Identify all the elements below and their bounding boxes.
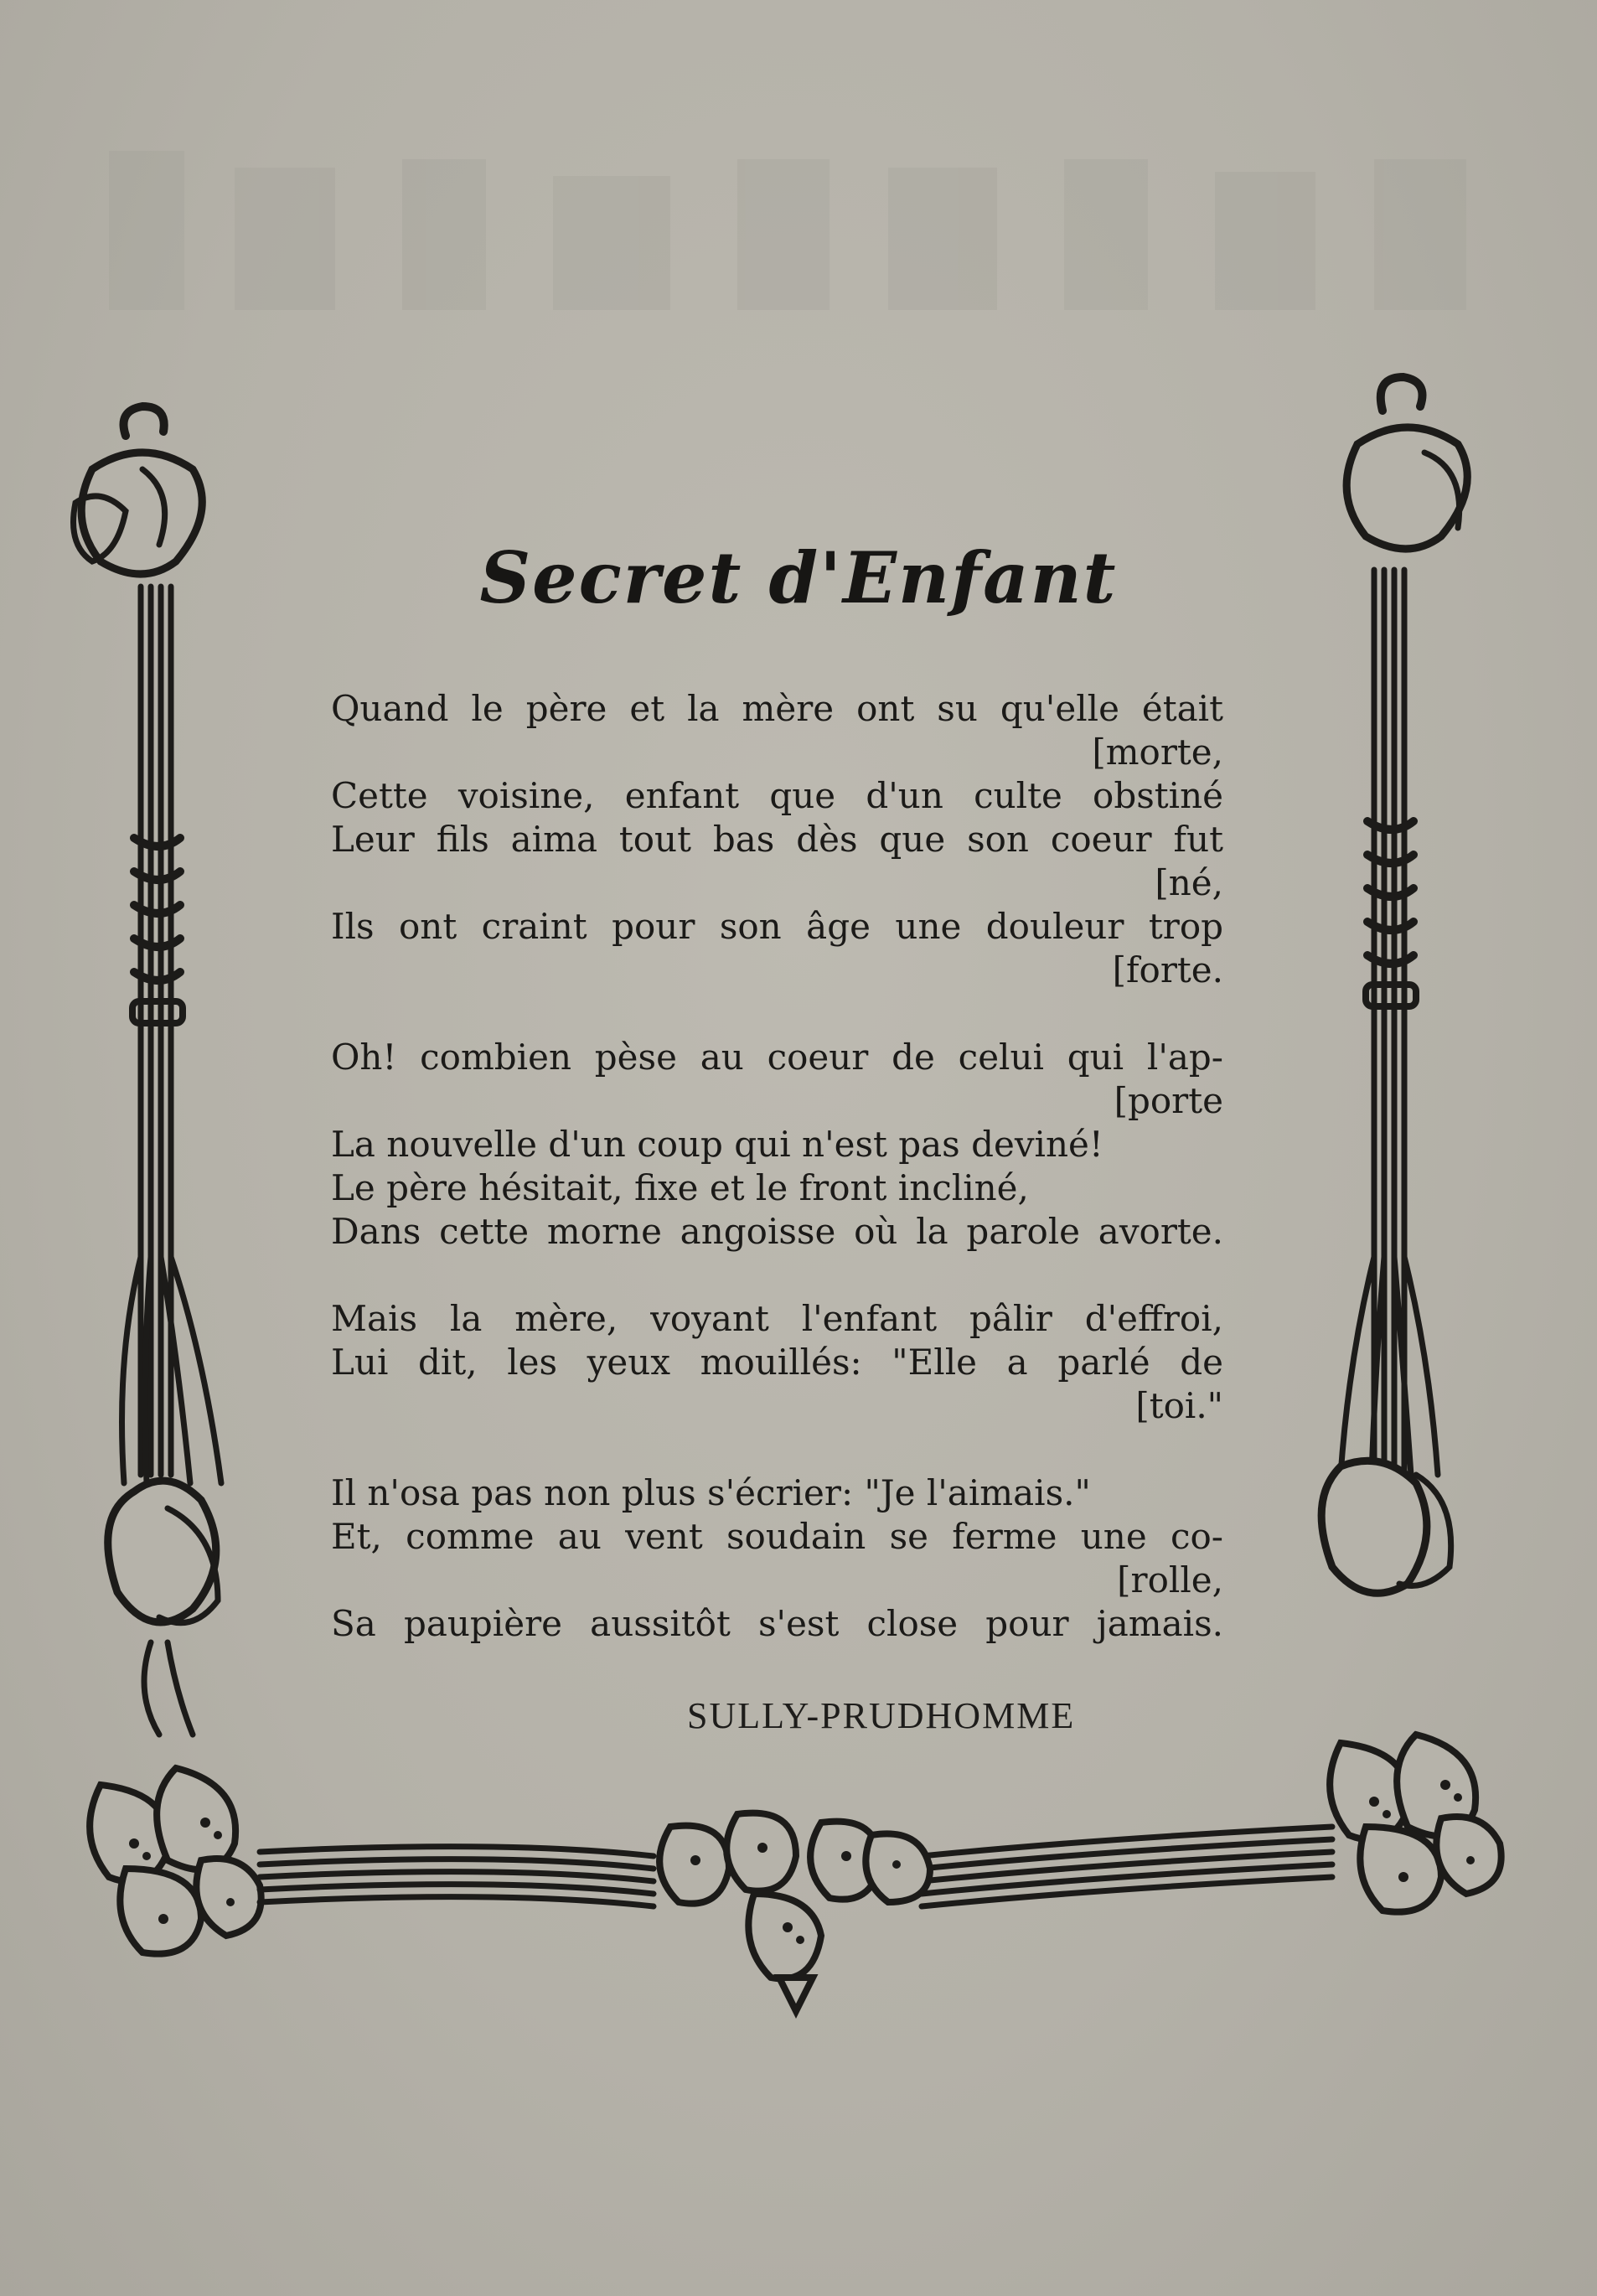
verse-continuation: [rolle, xyxy=(1117,1559,1223,1600)
verse-line: Oh! combien pèse au coeur de celui qui l'ap- xyxy=(331,1037,1223,1078)
verse-line: Leur fils aima tout bas dès que son coeur fut xyxy=(331,819,1223,860)
verse-line: Cette voisine, enfant que d'un culte obstiné xyxy=(331,775,1223,816)
stanza-3 xyxy=(331,1297,1223,1428)
bottom-band-ornament xyxy=(260,1813,1332,2011)
verse-line: Mais la mère, voyant l'enfant pâlir d'effroi, xyxy=(331,1298,1223,1339)
verse-continuation: [porte xyxy=(1114,1080,1223,1121)
verse-line: Sa paupière aussitôt s'est close pour jamais. xyxy=(331,1603,1223,1644)
poem-title: Secret d'Enfant xyxy=(479,536,1118,619)
verse-line: Dans cette morne angoisse où la parole avorte. xyxy=(331,1211,1223,1252)
verse-line: Quand le père et la mère ont su qu'elle était xyxy=(331,688,1223,729)
stanza-4 xyxy=(331,1471,1223,1646)
left-column-ornament xyxy=(74,406,261,1954)
poem-body xyxy=(331,687,1223,1689)
verse-line: La nouvelle d'un coup qui n'est pas deviné! xyxy=(331,1124,1103,1165)
stanza-1 xyxy=(331,687,1223,992)
stanza-2 xyxy=(331,1036,1223,1254)
verse-continuation: [forte. xyxy=(1112,949,1223,990)
verse-line: Et, comme au vent soudain se ferme une co- xyxy=(331,1516,1223,1557)
verse-continuation: [toi." xyxy=(1135,1385,1223,1426)
verse-line: Ils ont craint pour son âge une douleur trop xyxy=(331,906,1223,947)
verse-line: Lui dit, les yeux mouillés: "Elle a parlé de xyxy=(331,1342,1223,1383)
verse-continuation: [né, xyxy=(1155,862,1223,903)
verse-line: Le père hésitait, fixe et le front incliné, xyxy=(331,1167,1029,1208)
verse-continuation: [morte, xyxy=(1092,732,1223,773)
verse-line: Il n'osa pas non plus s'écrier: "Je l'aimais." xyxy=(331,1472,1091,1513)
author-signature: SULLY-PRUDHOMME xyxy=(687,1695,1076,1736)
